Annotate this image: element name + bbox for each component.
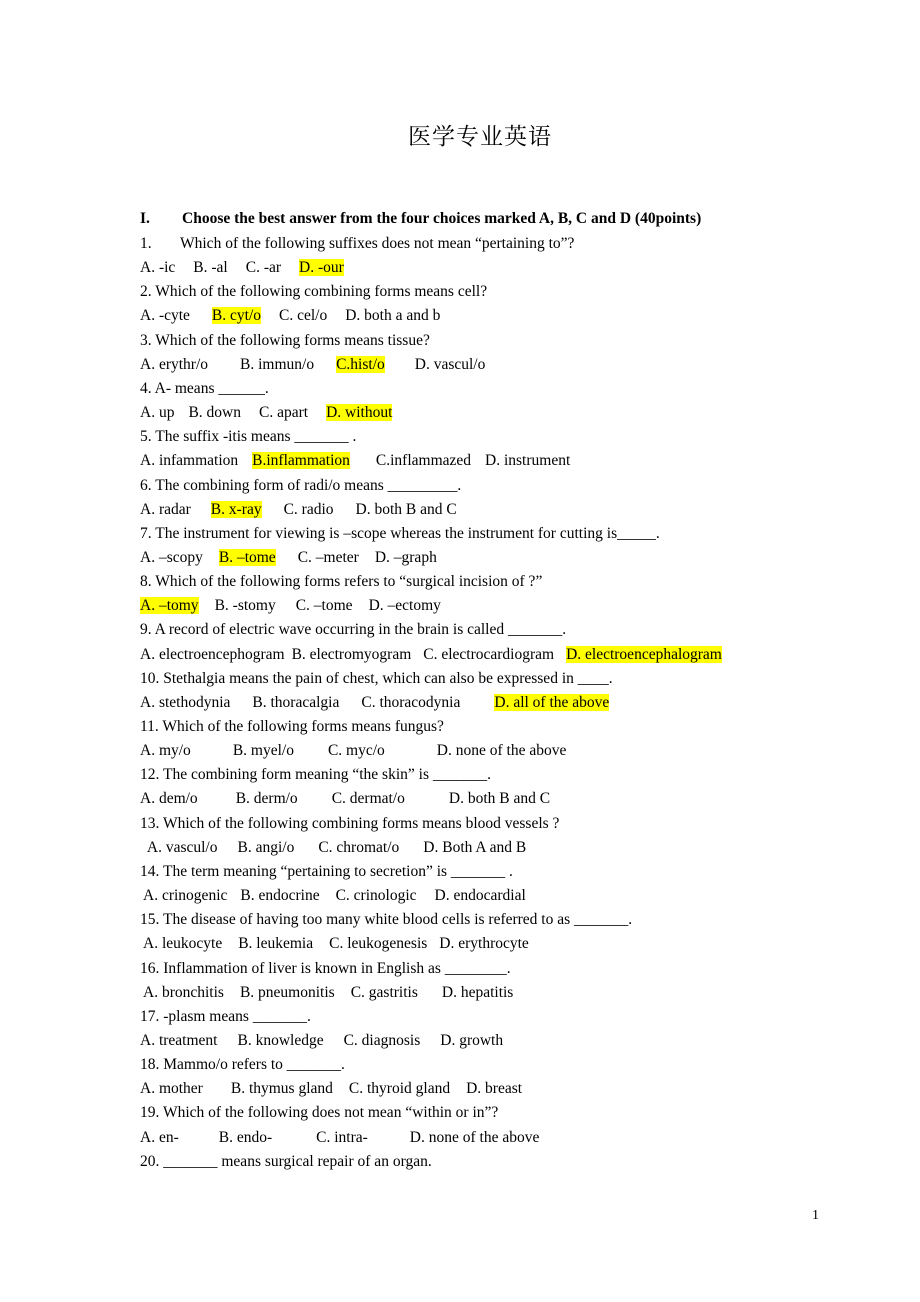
question-text: 10. Stethalgia means the pain of chest, which can also be expressed in ____.	[140, 669, 613, 687]
question-line	[140, 1007, 311, 1027]
answer-options-line	[140, 355, 485, 375]
question-line	[140, 814, 559, 834]
answer-option: C.inflammazed	[375, 452, 472, 470]
answer-option: B. down	[188, 404, 241, 422]
answer-options-line	[140, 789, 550, 809]
answer-option: A. leukocyte	[140, 935, 223, 953]
question-text: 3. Which of the following forms means tissue?	[140, 331, 430, 349]
question-text: 7. The instrument for viewing is –scope whereas the instrument for cutting is_____.	[140, 524, 660, 542]
answer-option: C. cel/o	[279, 307, 328, 325]
answer-options-line	[140, 451, 570, 471]
answer-options-line	[140, 258, 344, 278]
answer-option: D. both B and C	[355, 500, 457, 518]
answer-options-line	[140, 838, 526, 858]
question-line	[140, 765, 491, 785]
question-line	[140, 572, 542, 592]
answer-option-highlighted: D. without	[326, 404, 393, 422]
answer-option: B. angi/o	[237, 838, 295, 856]
question-line	[140, 282, 487, 302]
question-text: Which of the following suffixes does not mean “pertaining to”?	[180, 235, 575, 252]
page-title: 医学专业英语	[408, 124, 552, 150]
answer-option-highlighted: A. –tomy	[140, 597, 199, 615]
question-text: 6. The combining form of radi/o means _________.	[140, 476, 462, 494]
answer-option: D. none of the above	[436, 742, 567, 760]
answer-option: C. gastritis	[350, 983, 418, 1001]
answer-option: D. endocardial	[434, 887, 526, 905]
answer-option-highlighted: B. x-ray	[210, 500, 262, 518]
answer-options-line	[140, 596, 441, 616]
answer-options-line	[140, 1128, 539, 1148]
question-text: 12. The combining form meaning “the skin” is _______.	[140, 766, 491, 784]
answer-options-line	[140, 500, 457, 520]
question-text: 16. Inflammation of liver is known in English as ________.	[140, 959, 511, 977]
question-text: 14. The term meaning “pertaining to secretion” is _______ .	[140, 862, 513, 880]
answer-option: C. myc/o	[327, 742, 385, 760]
question-text: 15. The disease of having too many white blood cells is referred to as _______.	[140, 911, 633, 929]
answer-option: C. dermat/o	[331, 790, 405, 808]
answer-option: A. my/o	[140, 742, 191, 760]
answer-option-highlighted: D. electroencephalogram	[566, 645, 722, 663]
answer-option: B. immun/o	[240, 355, 315, 373]
answer-option: B. myel/o	[232, 742, 294, 760]
question-number: 1.	[140, 235, 152, 252]
answer-option: D. breast	[466, 1080, 523, 1098]
answer-options-line	[140, 403, 392, 423]
answer-option: B. endocrine	[240, 887, 320, 905]
answer-options-line	[140, 886, 526, 906]
answer-option: A. radar	[140, 500, 191, 518]
question-line	[140, 1055, 345, 1075]
answer-option: A. –scopy	[140, 548, 203, 566]
answer-option: D. growth	[440, 1031, 504, 1049]
answer-options-line	[140, 1031, 503, 1051]
answer-option-highlighted: B. cyt/o	[211, 307, 262, 325]
question-line	[140, 717, 444, 737]
section-number: I.	[140, 210, 150, 227]
answer-option: A. stethodynia	[140, 693, 231, 711]
answer-options-line	[140, 1079, 522, 1099]
answer-option: C. –tome	[295, 597, 353, 615]
answer-option-highlighted: B. –tome	[218, 548, 276, 566]
question-text: 9. A record of electric wave occurring in the brain is called _______.	[140, 621, 567, 639]
answer-option: A. electroencephogram	[140, 645, 285, 663]
answer-option: C. electrocardiogram	[423, 645, 555, 663]
question-line	[140, 862, 513, 882]
answer-options-line	[140, 693, 609, 713]
answer-option: A. -cyte	[140, 307, 190, 325]
answer-option: D. instrument	[485, 452, 571, 470]
answer-option: B. endo-	[218, 1128, 273, 1146]
answer-option: C. leukogenesis	[329, 935, 428, 953]
answer-option-highlighted: D. -our	[299, 259, 344, 277]
question-line	[140, 476, 461, 496]
question-line	[140, 959, 511, 979]
answer-option: B. knowledge	[237, 1031, 324, 1049]
answer-option: A. -ic	[140, 259, 176, 277]
answer-option: C. intra-	[316, 1128, 368, 1146]
question-line	[140, 427, 356, 447]
answer-option: B. thoracalgia	[252, 693, 340, 711]
answer-option: C. -ar	[245, 259, 282, 277]
answer-option: D. –ectomy	[368, 597, 441, 615]
answer-option: A. bronchitis	[140, 983, 224, 1001]
question-line	[140, 524, 660, 544]
answer-option-highlighted: D. all of the above	[494, 693, 610, 711]
answer-option: C. thyroid gland	[348, 1080, 451, 1098]
answer-options-line	[140, 306, 440, 326]
question-line	[140, 1103, 498, 1123]
answer-option: C. crinologic	[335, 887, 417, 905]
question-text: 18. Mammo/o refers to _______.	[140, 1056, 345, 1074]
question-text: 13. Which of the following combining forms means blood vessels ?	[140, 814, 560, 832]
answer-option: B. pneumonitis	[239, 983, 335, 1001]
answer-option: A. up	[140, 404, 175, 422]
answer-options-line	[140, 645, 722, 665]
answer-option: A. erythr/o	[140, 355, 209, 373]
question-line	[140, 331, 430, 351]
answer-option: D. none of the above	[409, 1128, 540, 1146]
section-instruction: Choose the best answer from the four choices marked A, B, C and D (40points)	[182, 210, 702, 227]
answer-option: D. hepatitis	[441, 983, 514, 1001]
answer-option: A. mother	[140, 1080, 203, 1098]
answer-option: D. both a and b	[345, 307, 441, 325]
answer-options-line	[140, 934, 529, 954]
answer-option: A. en-	[140, 1128, 179, 1146]
question-line	[140, 669, 613, 689]
answer-options-line	[140, 983, 513, 1003]
answer-option: D. both B and C	[448, 790, 551, 808]
question-text: 8. Which of the following forms refers to “surgical incision of ?”	[140, 573, 543, 591]
question-text: 20. _______ means surgical repair of an organ.	[140, 1152, 432, 1170]
question-text: 17. -plasm means _______.	[140, 1007, 311, 1025]
question-line	[140, 620, 566, 640]
answer-option: D. erythrocyte	[439, 935, 529, 953]
answer-option: C. radio	[283, 500, 334, 518]
section-heading	[140, 210, 701, 228]
question-text: 4. A- means ______.	[140, 379, 269, 397]
question-text: 5. The suffix -itis means _______ .	[140, 428, 357, 446]
answer-option: C. chromat/o	[318, 838, 400, 856]
answer-option: D. –graph	[374, 548, 437, 566]
answer-options-line	[140, 741, 566, 761]
question-line	[140, 234, 574, 254]
answer-option: A. dem/o	[140, 790, 198, 808]
answer-option: C. –meter	[297, 548, 359, 566]
answer-option: A. vascul/o	[140, 838, 218, 856]
answer-option: C. apart	[259, 404, 309, 422]
answer-option: A. infammation	[140, 452, 239, 470]
answer-option: C. thoracodynia	[361, 693, 461, 711]
question-line	[140, 379, 269, 399]
answer-option: B. -al	[193, 259, 228, 277]
answer-option: D. vascul/o	[414, 355, 486, 373]
question-line	[140, 910, 632, 930]
answer-option: A. crinogenic	[140, 887, 228, 905]
answer-option-highlighted: B.inflammation	[252, 452, 350, 470]
answer-option: B. thymus gland	[230, 1080, 333, 1098]
question-text: 19. Which of the following does not mean “within or in”?	[140, 1104, 499, 1122]
page-number: 1	[812, 1208, 819, 1223]
answer-option: B. derm/o	[235, 790, 298, 808]
answer-option-highlighted: C.hist/o	[336, 355, 385, 373]
answer-options-line	[140, 548, 437, 568]
answer-option: A. treatment	[140, 1031, 218, 1049]
question-text: 11. Which of the following forms means fungus?	[140, 718, 444, 735]
answer-option: B. leukemia	[238, 935, 314, 953]
answer-option: C. diagnosis	[343, 1031, 421, 1049]
question-text: 2. Which of the following combining forms means cell?	[140, 283, 488, 301]
answer-option: B. -stomy	[214, 597, 276, 615]
question-line	[140, 1152, 432, 1172]
answer-option: D. Both A and B	[423, 838, 527, 856]
answer-option: B. electromyogram	[291, 645, 412, 663]
